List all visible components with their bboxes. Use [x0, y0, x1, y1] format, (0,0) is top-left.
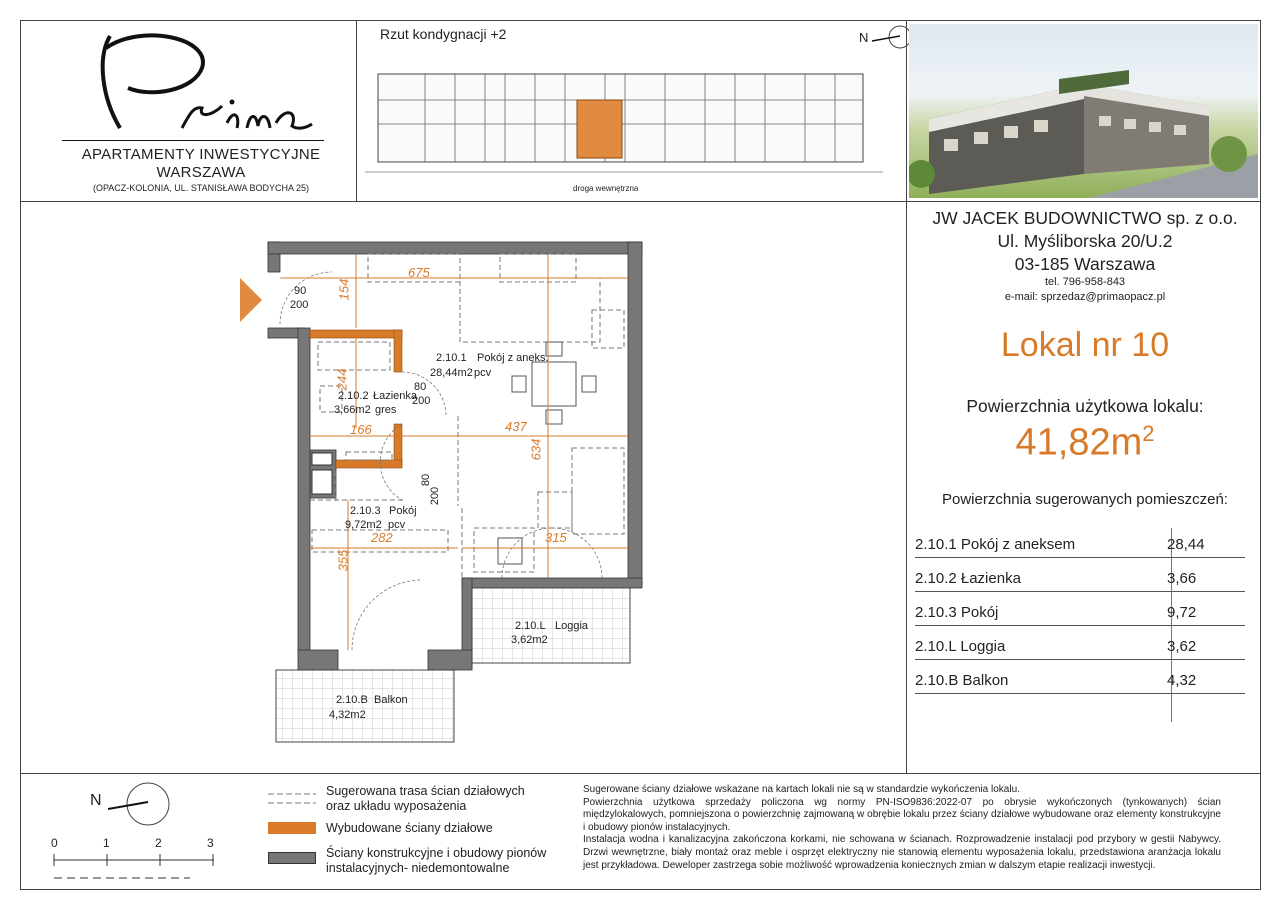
balkon-name: Balkon [374, 694, 408, 706]
room-row [915, 533, 1245, 558]
room1-floor: pcv [474, 367, 492, 379]
room-area: 28,44 [1167, 536, 1205, 553]
logo-script-mark [62, 28, 324, 140]
room-name: 2.10.3 Pokój [915, 604, 999, 621]
building-rendering [909, 24, 1258, 198]
room-area: 4,32 [1167, 672, 1197, 689]
dim-166: 166 [350, 422, 372, 437]
legend-grey-swatch [268, 852, 316, 864]
scale-label-2: 2 [155, 836, 162, 850]
room3-code: 2.10.3 [350, 505, 381, 517]
info-divider [906, 201, 907, 773]
apartment-plan [262, 238, 652, 748]
header-divider [20, 201, 1261, 202]
room3-area: 9,72m2 [345, 519, 382, 531]
door-height-3: 200 [429, 486, 442, 506]
unit-title: Lokal nr 10 [1000, 326, 1170, 364]
logo [62, 28, 324, 140]
rooms-heading: Powierzchnia sugerowanych pomieszczeń: [942, 491, 1228, 508]
legend-dashed-swatch [268, 791, 316, 805]
balkon-area: 4,32m2 [329, 709, 366, 721]
room-name: 2.10.2 Łazienka [915, 570, 1021, 587]
room2-floor: gres [375, 404, 397, 416]
dim-154: 154 [336, 278, 352, 301]
legend-line: oraz układu wyposażenia [326, 799, 467, 813]
room-area: 9,72 [1167, 604, 1197, 621]
room1-code: 2.10.1 [436, 352, 467, 364]
compass-icon [104, 782, 174, 830]
room-area: 3,62 [1167, 638, 1197, 655]
dim-675: 675 [408, 265, 430, 280]
company-city: WARSZAWA [156, 164, 246, 181]
note-paragraph: Sugerowane ściany działowe wskazane na kartach lokali nie są w standardzie wykończenia lokalu. [583, 784, 1020, 795]
entrance-arrow-icon [240, 278, 262, 327]
legend-structural-walls [326, 846, 546, 876]
note-paragraph: Powierzchnia użytkowa sprzedaży policzona wg normy PN-ISO9836:2022-07 po obrysie wykończonych (tynkowanych) ścian międzylokalowych, pomniejszona o powierzchnię zajmowaną w obrębie lokalu przez ściany działowe wybudowane oraz elementy konstrukcyjne i obudowy pionów instalacyjnych. [583, 796, 1221, 833]
dim-315: 315 [545, 530, 567, 545]
door-height-2: 200 [412, 395, 431, 407]
loggia-code: 2.10.L [515, 620, 546, 632]
scale-label-3: 3 [207, 836, 214, 850]
room-row [915, 635, 1245, 660]
room3-name: Pokój [389, 505, 417, 517]
dim-244: 244 [334, 368, 350, 391]
notes-block [583, 784, 1221, 872]
developer-name: JW JACEK BUDOWNICTWO sp. z o.o. [932, 208, 1238, 228]
developer-street: Ul. Myśliborska 20/U.2 [997, 231, 1173, 251]
dim-634: 634 [528, 438, 544, 461]
room-name: 2.10.L Loggia [915, 638, 1006, 655]
developer-city: 03-185 Warszawa [1014, 254, 1156, 274]
door-height-1: 200 [290, 299, 309, 311]
room1-area: 28,44m2 [430, 367, 473, 379]
legend-orange-swatch [268, 822, 316, 834]
dim-355: 355 [335, 549, 351, 572]
scale-bar [50, 836, 220, 886]
developer-phone: tel. 796-958-843 [1044, 276, 1126, 288]
logo-divider [356, 20, 357, 201]
legend-line: Sugerowana trasa ścian działowych [326, 784, 525, 798]
room-name: 2.10.1 Pokój z aneksem [915, 536, 1076, 553]
room-area: 3,66 [1167, 570, 1197, 587]
room2-code: 2.10.2 [338, 390, 369, 402]
loggia-area: 3,62m2 [511, 634, 548, 646]
north-label: N [90, 792, 102, 809]
floor-plan-title: Rzut kondygnacji +2 [380, 26, 507, 42]
legend-built-walls: Wybudowane ściany działowe [326, 821, 493, 835]
door-width-1: 90 [294, 285, 307, 297]
balkon-code: 2.10.B [336, 694, 368, 706]
logo-underline [62, 140, 324, 141]
footer-divider [20, 773, 1261, 774]
room-row [915, 567, 1245, 592]
room2-area: 3,66m2 [334, 404, 371, 416]
dim-282: 282 [371, 530, 393, 545]
door-width-3: 80 [420, 473, 433, 487]
note-paragraph: Instalacja wodna i kanalizacyjna zakończona korkami, nie schowana w ścianach. Rozprowadzenie instalacji pod przybory w gestii Nabywcy. Drzwi wewnętrzne, biały montaż oraz meble i osprzęt elektryczny nie stanowią elementu wyposażenia lokalu, przedstawiona aranżacja lokalu jest przykładowa. Deweloper zastrzega sobie możliwość wprowadzenia koniecznych zmian w dalszym etapie realizacji inwestycji. [583, 834, 1221, 871]
loggia-name: Loggia [555, 620, 589, 632]
legend-suggested-walls [326, 784, 525, 814]
legend-line: Ściany konstrukcyjne i obudowy pionów [326, 846, 547, 860]
legend-line: instalacyjnych- niedemontowalne [326, 861, 510, 875]
scale-ticks [50, 850, 220, 880]
scale-label-1: 1 [103, 836, 110, 850]
room-name: 2.10.B Balkon [915, 672, 1009, 689]
room1-name: Pokój z aneks. [477, 352, 549, 364]
area-unit-sup: 2 [1142, 421, 1155, 446]
building-floor-plan [365, 64, 883, 178]
developer-email[interactable]: e-mail: sprzedaz@primaopacz.pl [1004, 291, 1166, 303]
area-number: 41,82m [1015, 421, 1143, 464]
room3-floor: pcv [388, 519, 406, 531]
company-name: APARTAMENTY INWESTYCYJNE [81, 146, 321, 163]
north-label: N [859, 30, 869, 45]
area-label: Powierzchnia użytkowa lokalu: [966, 396, 1204, 416]
room-row [915, 601, 1245, 626]
area-value [910, 421, 1260, 465]
dim-437: 437 [505, 419, 527, 434]
road-label: droga wewnętrzna [573, 184, 639, 193]
company-address: (OPACZ-KOLONIA, UL. STANISŁAWA BODYCHA 25) [92, 183, 310, 193]
scale-label-0: 0 [51, 836, 58, 850]
room2-name: Łazienka [373, 390, 418, 402]
room-row [915, 669, 1245, 694]
door-width-2: 80 [414, 381, 427, 393]
